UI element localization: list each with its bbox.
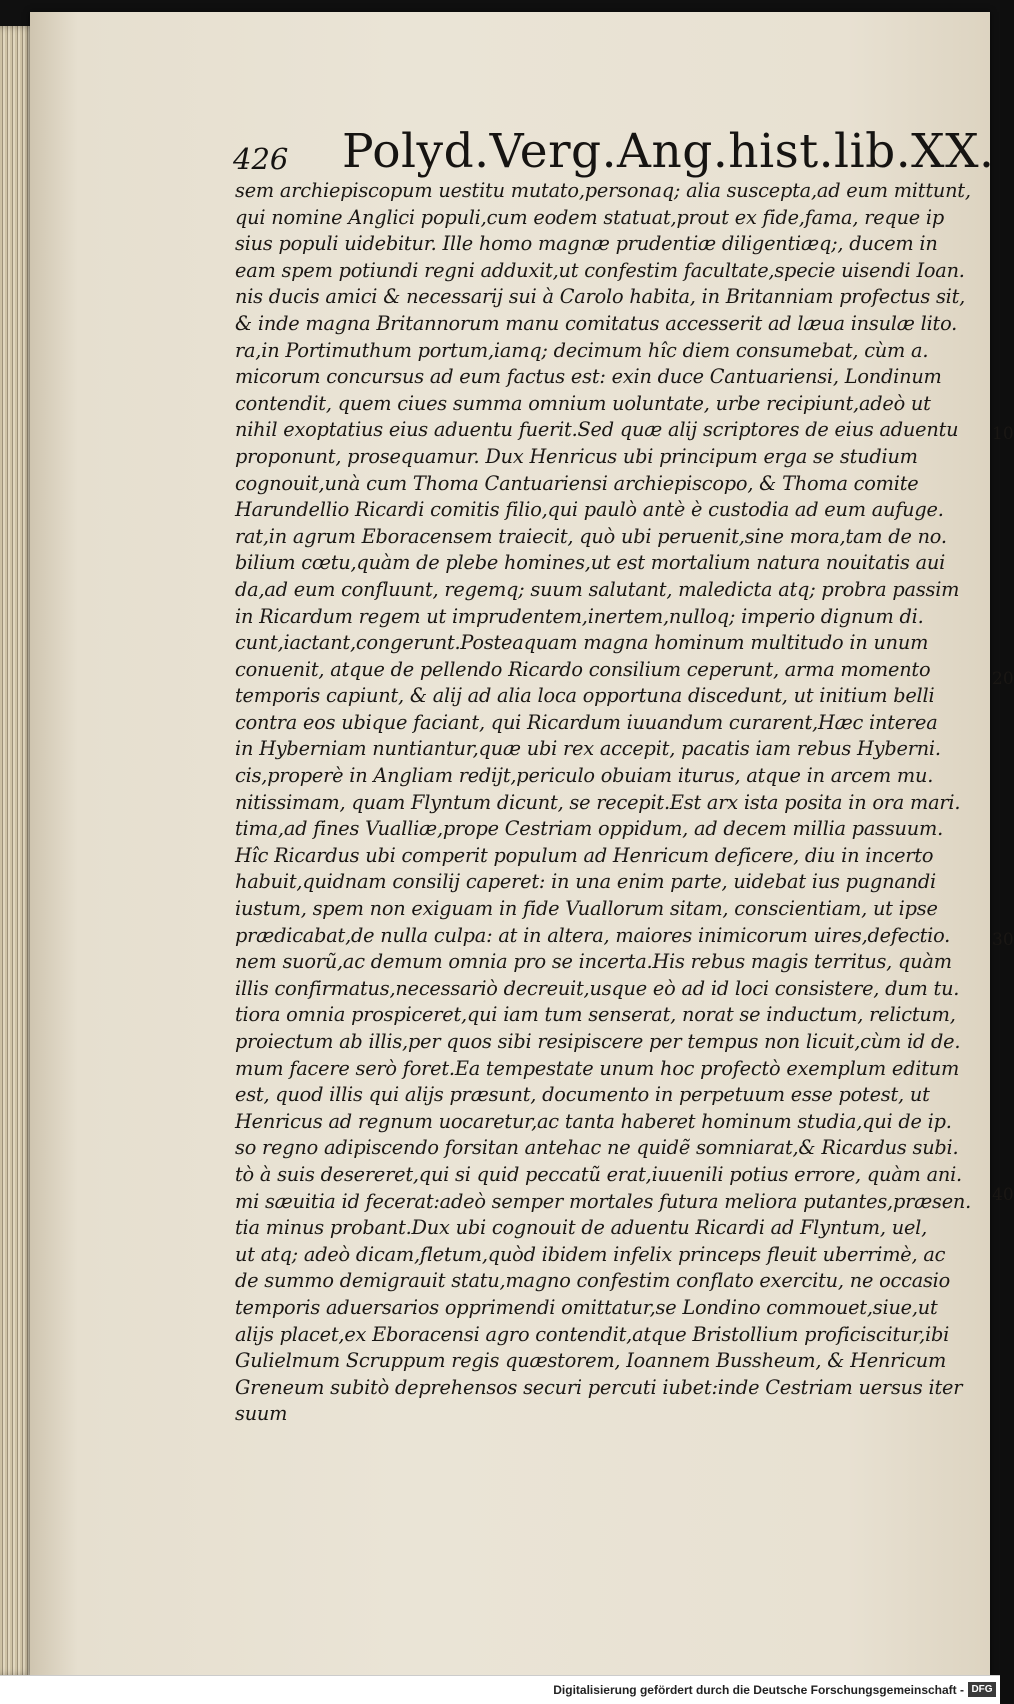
text-line: eam spem potiundi regni adduxit,ut confestim facultate,specie uisendi Ioan. bbox=[235, 258, 965, 282]
text-line: in Ricardum regem ut imprudentem,inertem,nulloq; imperio dignum di. bbox=[235, 604, 924, 628]
text-line: sem archiepiscopum uestitu mutato,personaq; alia suscepta,ad eum mittunt, bbox=[235, 179, 971, 202]
text-line: rat,in agrum Eboracensem traiecit, quò ubi peruenit,sine mora,tam de no. bbox=[235, 524, 947, 548]
text-line: conuenit, atque de pellendo Ricardo consilium ceperunt, arma momento bbox=[235, 657, 931, 681]
book-page bbox=[30, 12, 1014, 1675]
text-line: nitissimam, quam Flyntum dicunt, se recepit.Est arx ista posita in ora mari. bbox=[235, 790, 961, 814]
running-title: Polyd.Verg.Ang.hist.lib.XX. bbox=[342, 124, 995, 179]
text-line: cis,properè in Angliam redijt,periculo obuiam iturus, atque in arcem mu. bbox=[235, 764, 934, 788]
text-line: tiora omnia prospiceret,qui iam tum senserat, norat se inductum, relictum, bbox=[235, 1003, 956, 1027]
footer-bar bbox=[0, 1675, 1000, 1704]
margin-line-number: 10 bbox=[992, 424, 1014, 444]
text-line: est, quod illis qui alijs præsunt, documento in perpetuum esse potest, ut bbox=[235, 1083, 930, 1107]
text-line: tia minus probant.Dux ubi cognouit de aduentu Ricardi ad Flyntum, uel, bbox=[235, 1216, 928, 1240]
text-line: alijs placet,ex Eboracensi agro contendit,atque Bristollium proficiscitur,ibi bbox=[235, 1322, 950, 1346]
text-line: ut atq; adeò dicam,fletum,quòd ibidem infelix princeps fleuit uberrimè, ac bbox=[235, 1242, 946, 1266]
text-line: nis ducis amici & necessarij sui à Carolo habita, in Britanniam profectus sit, bbox=[235, 285, 966, 309]
text-line: cognouit,unà cum Thoma Cantuariensi archiepiscopo, & Thoma comite bbox=[235, 471, 919, 495]
text-line: da,ad eum confluunt, regemq; suum salutant, maledicta atq; probra passim bbox=[235, 577, 960, 601]
text-line: contendit, quem ciues summa omnium uoluntate, urbe recipiunt,adeò ut bbox=[235, 391, 931, 415]
text-line: de summo demigrauit statu,magno confestim conflato exercitu, ne occasio bbox=[235, 1269, 951, 1293]
dfg-logo: DFG bbox=[968, 1682, 996, 1697]
margin-line-number: 30 bbox=[992, 930, 1014, 950]
text-line: cunt,iactant,congerunt.Posteaquam magna hominum multitudo in unum bbox=[235, 631, 929, 655]
text-line: bilium cœtu,quàm de plebe homines,ut est mortalium natura nouitatis aui bbox=[235, 551, 946, 575]
text-line: contra eos ubique faciant, qui Ricardum iuuandum curarent,Hæc interea bbox=[235, 710, 938, 734]
text-line: tò à suis desereret,qui si quid peccatũ erat,iuuenili potius errore, quàm ani. bbox=[235, 1162, 962, 1186]
text-line: nihil exoptatius eius aduentu fuerit.Sed quæ alij scriptores de eius aduentu bbox=[235, 418, 959, 442]
text-line: qui nomine Anglici populi,cum eodem statuat,prout ex fide,fama, reque ip bbox=[235, 205, 945, 229]
text-line: so regno adipiscendo forsitan antehac ne quidẽ somniarat,& Ricardus subi. bbox=[235, 1136, 959, 1160]
text-line: in Hyberniam nuntiantur,quæ ubi rex accepit, pacatis iam rebus Hyberni. bbox=[235, 737, 941, 761]
text-line: proponunt, prosequamur. Dux Henricus ubi principum erga se studium bbox=[235, 444, 918, 468]
text-line: micorum concursus ad eum factus est: exin duce Cantuariensi, Londinum bbox=[235, 365, 942, 389]
text-line: prædicabat,de nulla culpa: at in altera, maiores inimicorum uires,defectio. bbox=[235, 923, 951, 947]
text-line: iustum, spem non exiguam in fide Vuallorum sitam, conscientiam, ut ipse bbox=[235, 897, 938, 921]
margin-line-number: 20 bbox=[992, 669, 1014, 689]
book-block bbox=[0, 12, 1014, 1677]
text-line: Henricus ad regnum uocaretur,ac tanta haberet hominum studia,qui de ip. bbox=[235, 1109, 952, 1133]
text-line: habuit,quidnam consilij caperet: in una enim parte, uidebat ius pugnandi bbox=[235, 870, 936, 894]
text-line: & inde magna Britannorum manu comitatus accesserit ad læua insulæ lito. bbox=[235, 311, 958, 335]
text-line: Greneum subitò deprehensos securi percuti iubet:inde Cestriam uersus iter bbox=[235, 1375, 963, 1399]
text-line: Gulielmum Scruppum regis quæstorem, Ioannem Bussheum, & Henricum bbox=[235, 1349, 947, 1373]
text-line: proiectum ab illis,per quos sibi resipiscere per tempus non licuit,cùm id de. bbox=[235, 1030, 961, 1053]
text-line: temporis capiunt, & alij ad alia loca opportuna discedunt, ut initium belli bbox=[235, 684, 935, 708]
text-line: ra,in Portimuthum portum,iamq; decimum hîc diem consumebat, cùm a. bbox=[235, 338, 929, 362]
text-line: Hîc Ricardus ubi comperit populum ad Henricum deficere, diu in incerto bbox=[235, 843, 934, 867]
page-content bbox=[235, 120, 1010, 1428]
text-line: mi sæuitia id fecerat:adeò semper mortales futura meliora putantes,præsen. bbox=[235, 1189, 972, 1213]
text-line: sius populi uidebitur. Ille homo magnæ prudentiæ diligentiæq;, ducem in bbox=[235, 232, 938, 256]
text-line: Harundellio Ricardi comitis filio,qui paulò antè è custodia ad eum aufuge. bbox=[235, 498, 944, 522]
page-number: 426 bbox=[233, 142, 289, 176]
page-header bbox=[233, 120, 1010, 179]
text-line: suum bbox=[235, 1402, 288, 1426]
text-line: temporis aduersarios opprimendi omittatur,se Londino commouet,siue,ut bbox=[235, 1295, 938, 1319]
text-line: nem suorũ,ac demum omnia pro se incerta.His rebus magis territus, quàm bbox=[235, 950, 952, 974]
text-line: mum facere serò foret.Ea tempestate unum hoc profectò exemplum editum bbox=[235, 1056, 960, 1080]
body-text bbox=[235, 178, 1010, 1428]
text-line: tima,ad fines Vualliæ,prope Cestriam oppidum, ad decem millia passuum. bbox=[235, 817, 944, 841]
footer-credit: Digitalisierung gefördert durch die Deutsche Forschungsgemeinschaft - bbox=[553, 1683, 964, 1697]
margin-line-number: 40 bbox=[992, 1185, 1014, 1205]
text-line: illis confirmatus,necessariò decreuit,usque eò ad id loci consistere, dum tu. bbox=[235, 976, 960, 1000]
